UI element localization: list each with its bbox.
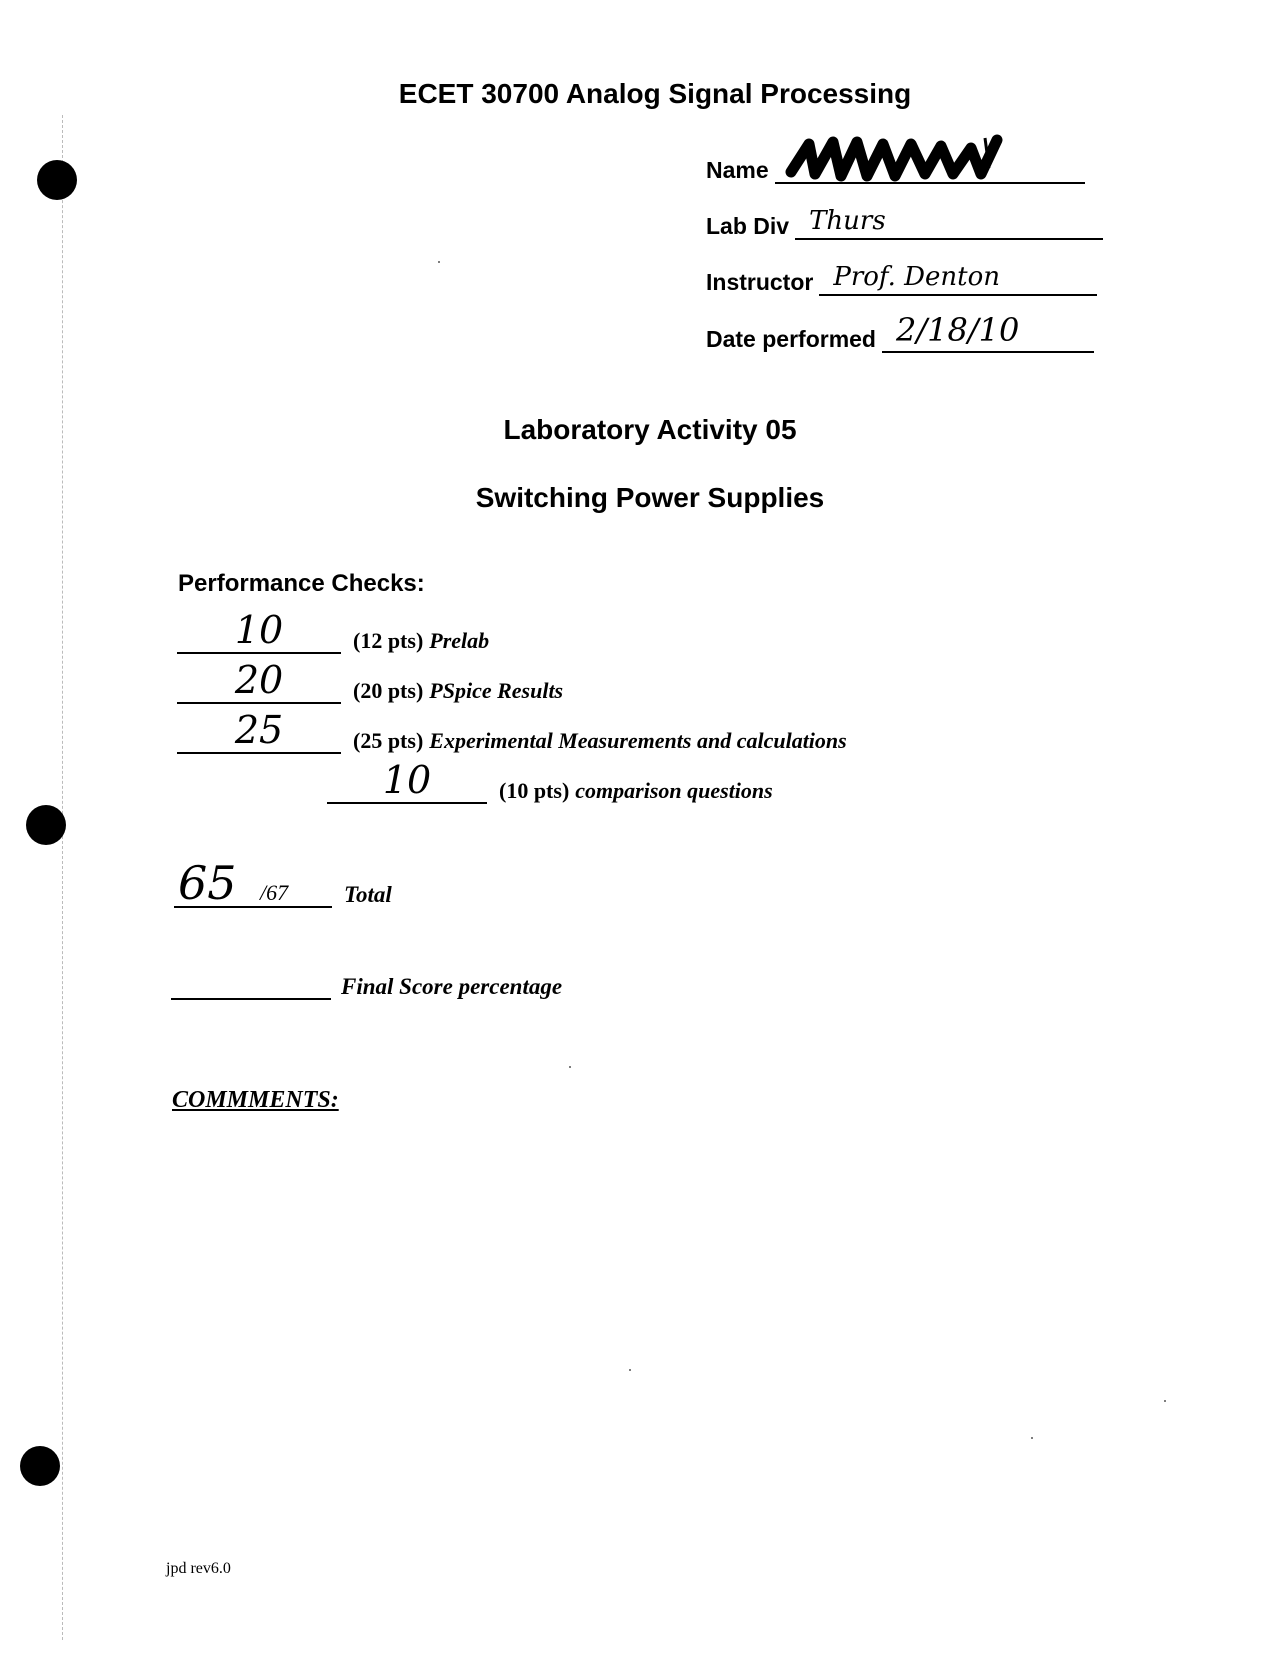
- instructor-label: Instructor: [706, 269, 814, 295]
- check-points: (20 pts): [353, 678, 424, 703]
- instructor-row: [706, 262, 1097, 296]
- name-label: Name: [706, 157, 769, 183]
- punch-hole-middle: [26, 805, 66, 845]
- final-score-field: [171, 968, 331, 1000]
- check-score: 25: [234, 708, 284, 752]
- name-field: [775, 150, 1085, 184]
- instructor-value: Prof. Denton: [833, 262, 1000, 292]
- name-row: [706, 150, 1085, 184]
- comments-heading: COMMMENTS:: [172, 1087, 339, 1113]
- check-description: PSpice Results: [429, 678, 564, 703]
- check-row-prelab: [177, 610, 489, 654]
- lab-div-field: [795, 206, 1103, 240]
- date-label: Date performed: [706, 326, 876, 352]
- check-score-field: [177, 658, 341, 704]
- performance-checks-title: Performance Checks:: [178, 570, 425, 597]
- check-row-pspice: [177, 660, 563, 704]
- check-score: 10: [234, 608, 284, 652]
- total-out-of: /67: [260, 880, 289, 905]
- lab-topic-title: Switching Power Supplies: [475, 482, 825, 513]
- total-score: 65: [178, 856, 237, 910]
- total-label: Total: [344, 882, 392, 907]
- check-score-field: [177, 708, 341, 754]
- check-points: (12 pts): [353, 628, 424, 653]
- final-score-label: Final Score percentage: [341, 974, 563, 999]
- date-row: [706, 311, 1094, 353]
- revision-footer: jpd rev6.0: [166, 1560, 231, 1577]
- course-title: ECET 30700 Analog Signal Processing: [398, 78, 912, 109]
- final-score-row: [171, 968, 562, 1000]
- check-score: 10: [382, 758, 432, 802]
- check-description: comparison questions: [575, 778, 773, 803]
- check-score-field: [177, 608, 341, 654]
- punch-hole-bottom: [20, 1446, 60, 1486]
- binder-margin-line: [62, 115, 63, 1640]
- check-description: Experimental Measurements and calculations: [429, 728, 847, 753]
- scan-speck: [569, 1066, 571, 1068]
- lab-div-value: Thurs: [809, 206, 886, 236]
- scan-speck: [438, 261, 440, 263]
- scan-speck: [1031, 1437, 1033, 1439]
- check-score: 20: [234, 658, 284, 702]
- lab-div-label: Lab Div: [706, 213, 790, 239]
- scan-speck: [629, 1369, 631, 1371]
- lab-div-row: [706, 206, 1103, 240]
- check-description: Prelab: [429, 628, 490, 653]
- redaction-scribble: [785, 134, 1005, 184]
- date-field: [882, 311, 1094, 353]
- date-value: 2/18/10: [895, 311, 1020, 349]
- check-points: (10 pts): [499, 778, 570, 803]
- check-points: (25 pts): [353, 728, 424, 753]
- instructor-field: [819, 262, 1097, 296]
- check-score-field: [327, 758, 487, 804]
- punch-hole-top: [37, 160, 77, 200]
- scan-speck: [1164, 1400, 1166, 1402]
- total-row: [174, 856, 392, 908]
- lab-activity-title: Laboratory Activity 05: [503, 414, 797, 445]
- check-row-comparison: [327, 760, 773, 804]
- check-row-experimental: [177, 710, 847, 754]
- total-score-field: [174, 856, 332, 908]
